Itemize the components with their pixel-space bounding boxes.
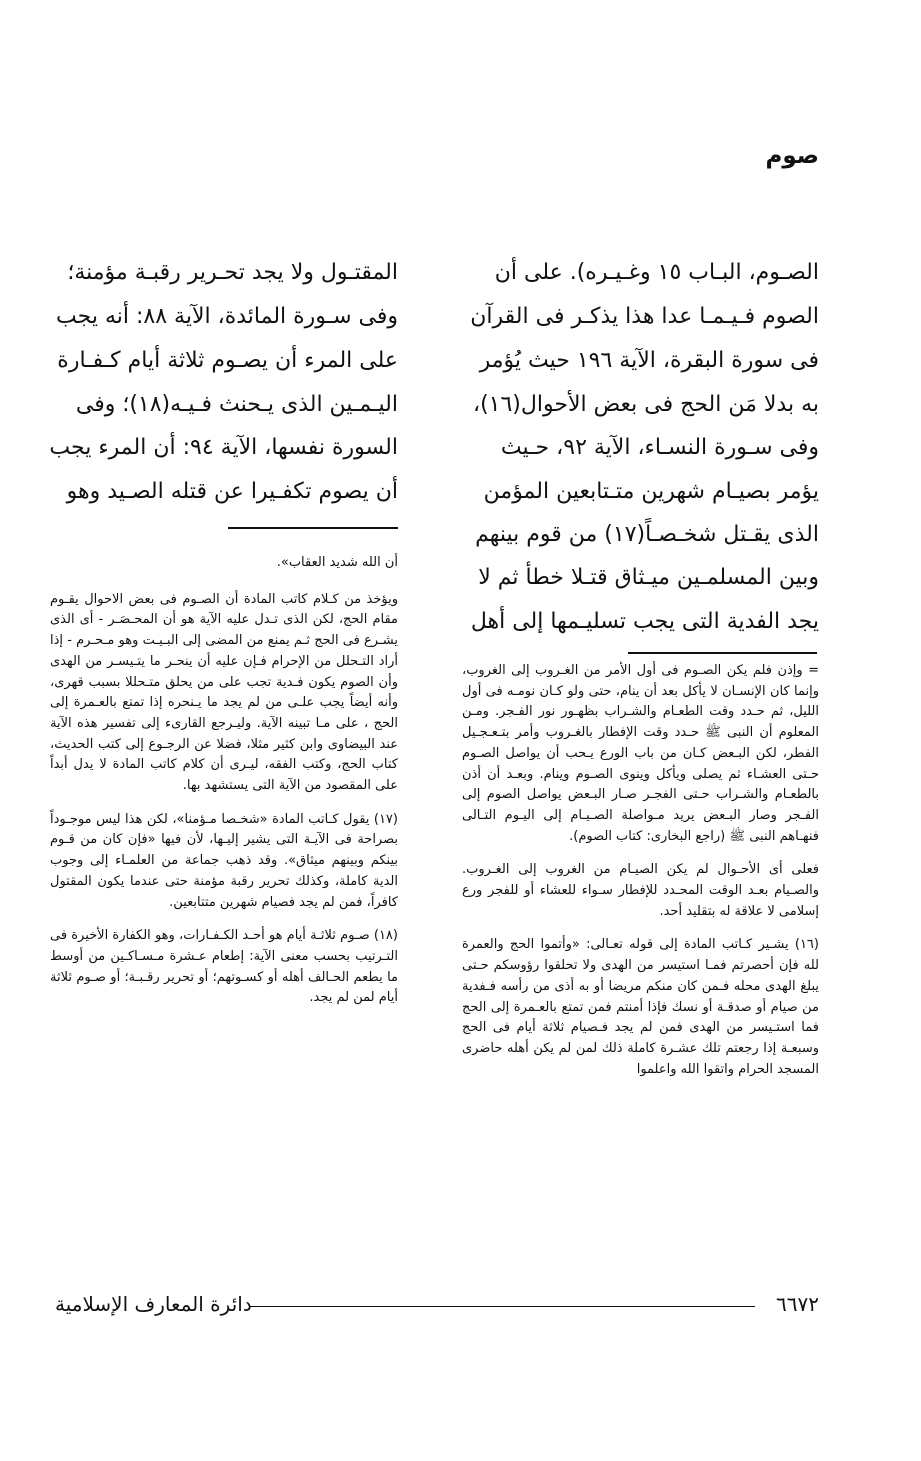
text-line: يجد الفدية التى يجب تسليـمها إلى أهل — [470, 609, 819, 634]
footer-rule — [250, 1306, 755, 1307]
footnote-18: (١٨) صـوم ثلاثـة أيام هو أحـد الكـفـارات، وهو الكفارة الأخيرة فى التـرتيب بحسب معنى الآية: إطعام عـشرة مـسـاكـين من أوسط ما يطعم الحـالف أهله أو كسـوتهم؛ أو تحرير رقـبـة؛ أو صـوم ثلاثة أيام لمن لم يجد. — [50, 928, 398, 1006]
footnote-continuation: = وإذن فلم يكن الصـوم فى أول الأمر من الغـروب إلى الغروب، وإنما كان الإنسـان لا يأكل بعد أن ينام، حتى ولو كـان نومـه فى أول الليل، ثم حـدد وقت الطعـام والشـراب بظهـور نور الفـجر. ومـن المعلوم أن النبى ﷺ حـدد وقت الإفطار بالغـروب وأمر بتـعـجـيل الفطر، لكن البـعض كـان من باب الورع يـحب أن يواصل الصـوم حـتى العشـاء ثم يصلى ويأكل وينوى الصـوم وينام. وبعـد أن أذن بالطعـام والشـراب حـتى الفجـر صـار البـعض يواصل الصوم إلى الفـجر وصار البـعض يريد مـواصلة الصـيـام إلى اليـوم التـالى فنهـاهم النبى ﷺ (راجع البخارى: كتاب الصوم). — [462, 663, 819, 844]
text-line: وبين المسلمـين ميـثاق قتـلا خطأ ثم لا — [478, 565, 819, 590]
footnote-separator-left — [228, 527, 398, 529]
footnote-separator-right — [628, 652, 817, 654]
left-column-footnotes — [50, 553, 398, 1022]
text-line: أن يصوم تكفـيرا عن قتله الصـيد وهو — [66, 479, 398, 504]
text-line: السورة نفسها، الآية ٩٤: أن المرء يجب — [49, 435, 398, 460]
text-line: وفى سـورة النسـاء، الآية ٩٢، حـيث — [500, 435, 819, 460]
publication-title: دائرة المعارف الإسلامية — [55, 1292, 252, 1316]
text-line: الصوم فـيـمـا عدا هذا يذكـر فى القرآن — [470, 304, 819, 329]
text-line: الذى يقـتل شخـصـاً(١٧) من قوم بينهم — [475, 522, 819, 547]
footnote-continuation: أن الله شديد العقاب». — [276, 555, 398, 570]
footnote-17: (١٧) يقول كـاتب المادة «شخـصا مـؤمنا»، لكن هذا ليس موجـوداً بصراحة فى الآيـة التى يشير إليـها، لأن فيها «فإن كان من قـوم بينكم وبينهم ميثاق». وقد ذهب جماعة من العلمـاء إلى وجوب الدية كاملة، وكذلك تحرير رقبة مؤمنة حتى عندما يكون المقتول كافراً، فمن لم يجد فصيام شهرين متتابعين. — [50, 811, 398, 910]
running-head: صوم — [765, 143, 819, 169]
text-line: المقتـول ولا يجد تحـرير رقبـة مؤمنة؛ — [67, 260, 398, 285]
text-line: يؤمر بصيـام شهرين متـتابعين المؤمن — [483, 479, 819, 504]
footnote-remark: فعلى أى الأحـوال لم يكن الصيـام من الغروب إلى الغـروب. والصـيام بعـد الوقت المحـدد للإفطار سـواء للعشاء أو للفجر ورع إسلامى لا علاقة له بتقليد أحد. — [462, 862, 819, 919]
left-column-main-text — [50, 0, 398, 520]
text-line: به بدلا مَن الحج فى بعض الأحوال(١٦)، — [472, 392, 819, 417]
footnote-16: (١٦) يشـير كـاتب المادة إلى قوله تعـالى: «وأتموا الحج والعمرة لله فإن أحصرتم فمـا استيسر من الهدى ولا تحلقوا رؤوسكم حـتى يبلغ الهدى محله فـمن كان منكم مريضا أو به أذى من رأسه فـفدية من صيام أو صدقـة أو نسك فإذا أمنتم فمن تمتع بالعـمرة إلى الحج فما استـيسر من الهدى فمن لم يجد فـصيام ثلاثة أيام فى الحج وسبعـة إذا رجعتم تلك عشـرة كاملة ذلك لمن لم يكن أهله حاضرى المسجد الحرام واتقوا الله واعلموا — [462, 937, 819, 1077]
text-line: على المرء أن يصـوم ثلاثة أيام كـفـارة — [57, 348, 398, 373]
text-line: وفى سـورة المائدة، الآية ٨٨: أنه يجب — [56, 304, 398, 329]
page-number: ٦٦٧٢ — [776, 1292, 819, 1316]
right-column-footnotes — [462, 661, 819, 1093]
right-column-main-text — [462, 0, 819, 640]
text-line: اليـمـين الذى يـحنث فـيـه(١٨)؛ وفى — [75, 392, 398, 417]
text-line: فى سورة البقرة، الآية ١٩٦ حيث يُؤمر — [479, 348, 819, 373]
text-line: الصـوم، البـاب ١٥ وغـيـره). على أن — [494, 260, 819, 285]
footnote-commentary: ويؤخذ من كـلام كاتب المادة أن الصـوم فى بعض الاحوال يقـوم مقام الحج، لكن الذى تـدل عليه الآية هو أن المحـصَـر - أى الذى يشـرع فى الحج ثـم يمنع من المضى إلى البـيـت وهو مـحـرم - إذا أراد التـحلل من الإحرام فـإن عليه أن ينحـر ما يتـيسـر من الهدى وأن الصوم يكون فـدية تجب على من يحلق متـحللا بسبب قهرى، وأنه أيضاً يجب علـى من لم يجد ما يـنحره إذا تمتع بالعـمرة إلى الحج ، على مـا تبينه الآية. وليـرجع القارىء إلى تفسير هذه الآية عند البيضاوى وابن كثير مثلا، فضلا عن الرجـوع إلى كتب الحديث، كتاب الحج، وكتب الفقه، ليـرى أن كلام كاتب المادة لا يدل أبداً على المقصود من الآية التى يستشهد بها. — [50, 591, 398, 794]
